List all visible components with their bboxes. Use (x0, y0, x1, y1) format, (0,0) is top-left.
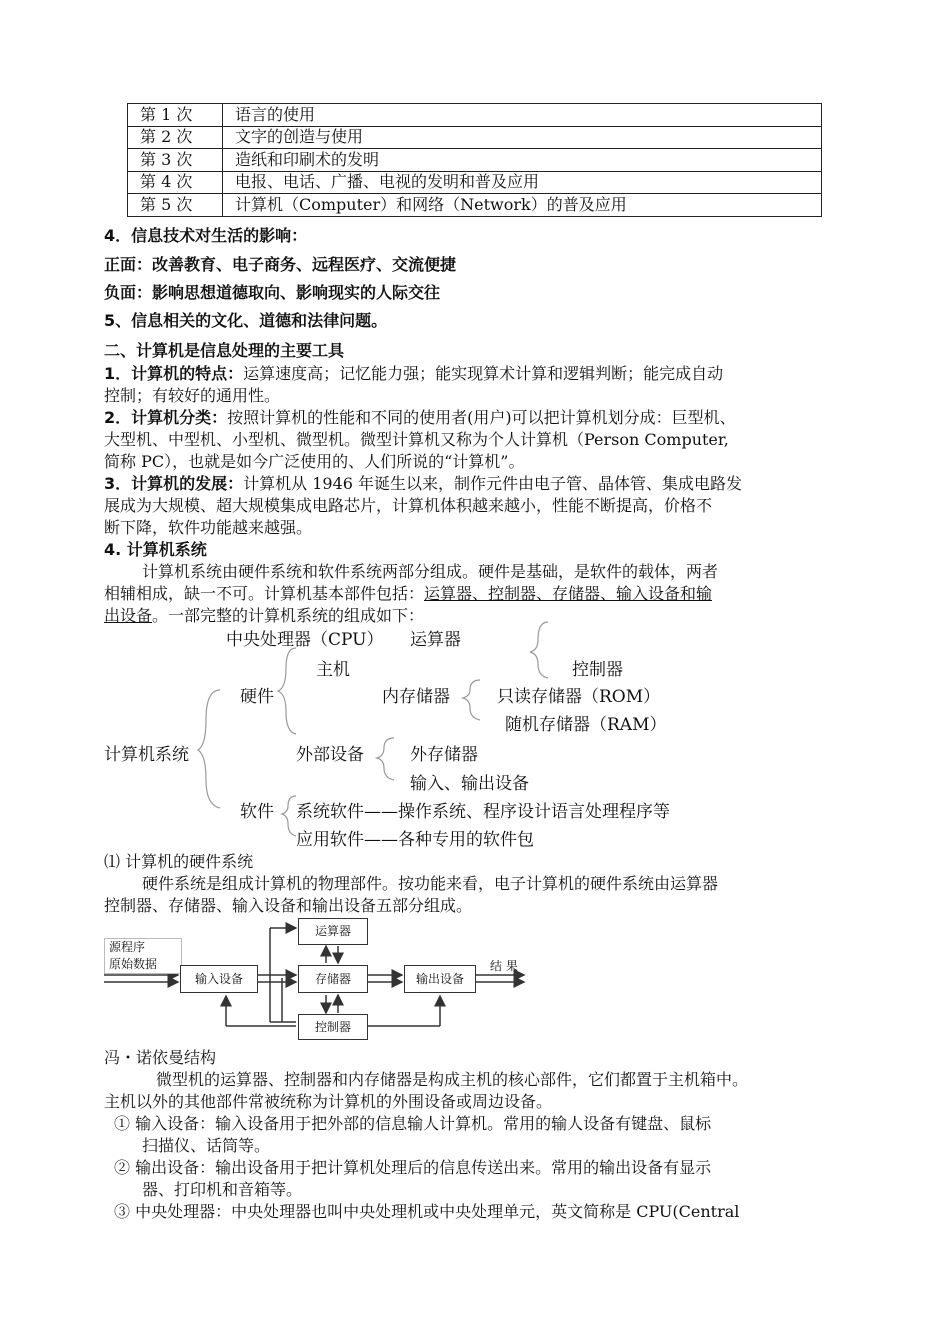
p2-label: 2．计算机分类： (104, 408, 228, 427)
table-cell-event: 计算机（Computer）和网络（Network）的普及应用 (223, 194, 822, 217)
list-item-1 (114, 1112, 711, 1135)
p1-text1: 运算速度高；记忆能力强；能实现算术计算和逻辑判断；能完成自动 (243, 364, 724, 383)
tree-control: 控制器 (572, 660, 623, 680)
list-item-2 (114, 1156, 711, 1179)
host-text1: 微型机的运算器、控制器和内存储器是构成主机的核心部件，它们都置于主机箱中。 (156, 1070, 749, 1089)
tree-peripheral: 外部设备 (296, 745, 364, 765)
p3-label: 3．计算机的发展： (104, 474, 244, 493)
list-item-3 (114, 1200, 739, 1223)
host-text2: 主机以外的其他部件常被统称为计算机的外围设备或周边设备。 (104, 1092, 553, 1111)
tree-memory: 内存储器 (382, 687, 450, 707)
tree-rom: 只读存储器（ROM） (497, 687, 661, 707)
diagram-source-1: 源程序 (109, 940, 146, 954)
impact-heading: 4．信息技术对生活的影响： (104, 226, 308, 245)
tree-hardware: 硬件 (240, 687, 274, 707)
diagram-source (104, 938, 182, 974)
list-text-2a: 输出设备：输出设备用于把计算机处理后的信息传送出来。常用的输出设备有显示 (135, 1158, 712, 1177)
impact-negative: 负面：影响思想道德取向、影响现实的人际交往 (104, 283, 441, 302)
p4-heading: 4. 计算机系统 (104, 540, 207, 559)
p3-text1: 计算机从 1946 年诞生以来，制作元件由电子管、晶体管、集成电路发 (243, 474, 743, 493)
list-text-1b: 扫描仪、话筒等。 (142, 1136, 271, 1155)
p4-text2a: 相辅相成，缺一不可。计算机基本部件包括： (104, 584, 425, 603)
p2-text1: 按照计算机的性能和不同的使用者(用户)可以把计算机划分成：巨型机、 (227, 408, 736, 427)
diagram-memory: 存储器 (298, 965, 368, 993)
table-cell-event: 电报、电话、广播、电视的发明和普及应用 (223, 171, 822, 194)
tree-storage: 外存储器 (410, 745, 478, 765)
diagram-output: 输出设备 (404, 965, 476, 993)
table-cell-order: 第 2 次 (128, 126, 223, 149)
hardware-text1: 硬件系统是组成计算机的物理部件。按功能来看，电子计算机的硬件系统由运算器 (142, 874, 719, 893)
tree-ram: 随机存储器（RAM） (505, 715, 667, 735)
tree-cpu: 中央处理器（CPU） (226, 630, 384, 650)
tree-alu: 运算器 (410, 630, 461, 650)
p1-label: 1．计算机的特点： (104, 364, 244, 383)
list-num-3: ③ (114, 1202, 131, 1221)
p2-line2: 大型机、中型机、小型机、微型机。微型计算机又称为个人计算机（Person Computer, (104, 430, 729, 449)
von-neumann-caption: 冯・诺依曼结构 (104, 1048, 217, 1067)
diagram-result: 结 果 (490, 959, 518, 973)
section2-title: 二、计算机是信息处理的主要工具 (104, 341, 345, 360)
p4-text2b: 运算器、控制器、存储器、输入设备和输 (424, 584, 713, 603)
diagram-alu: 运算器 (298, 918, 368, 945)
list-num-2: ② (114, 1158, 131, 1177)
section5-heading: 5、信息相关的文化、道德和法律问题。 (104, 311, 388, 330)
diagram-input: 输入设备 (180, 965, 258, 993)
table-cell-order: 第 5 次 (128, 194, 223, 217)
p3-line2: 展成为大规模、超大规模集成电路芯片，计算机体积越来越小，性能不断提高，价格不 (104, 496, 713, 515)
tree-software: 软件 (240, 802, 274, 822)
diagram-source-2: 原始数据 (109, 957, 158, 971)
list-num-1: ① (114, 1114, 131, 1133)
table-cell-event: 文字的创造与使用 (223, 126, 822, 149)
list-text-3a: 中央处理器：中央处理器也叫中央处理机或中央处理单元，英文简称是 CPU(Central (135, 1202, 740, 1221)
tree-syssoft: 系统软件——操作系统、程序设计语言处理程序等 (296, 802, 670, 822)
tree-host: 主机 (316, 660, 350, 680)
p4-text3a: 出设备 (104, 606, 153, 625)
table-cell-event: 造纸和印刷术的发明 (223, 149, 822, 172)
table-cell-order: 第 3 次 (128, 149, 223, 172)
p2-line3: 简称 PC），也就是如今广泛使用的、人们所说的“计算机”。 (104, 452, 525, 471)
p1-line2: 控制；有较好的通用性。 (104, 386, 281, 405)
tree-system: 计算机系统 (104, 745, 189, 765)
p3-line3: 断下降，软件功能越来越强。 (104, 518, 313, 537)
diagram-control: 控制器 (298, 1014, 368, 1040)
list-text-1a: 输入设备：输入设备用于把外部的信息输人计算机。常用的输人设备有键盘、鼠标 (135, 1114, 712, 1133)
hardware-text2: 控制器、存储器、输入设备和输出设备五部分组成。 (104, 896, 473, 915)
table-cell-order: 第 4 次 (128, 171, 223, 194)
hardware-title: ⑴ 计算机的硬件系统 (104, 852, 254, 871)
p4-text3b: 。一部完整的计算机系统的组成如下： (152, 606, 425, 625)
list-text-2b: 器、打印机和音箱等。 (142, 1180, 303, 1199)
table-cell-order: 第 1 次 (128, 104, 223, 127)
p4-line1: 计算机系统由硬件系统和软件系统两部分组成。硬件是基础，是软件的载体，两者 (142, 562, 719, 581)
tree-appsoft: 应用软件——各种专用的软件包 (296, 830, 534, 850)
impact-positive: 正面：改善教育、电子商务、远程医疗、交流便捷 (104, 255, 457, 274)
tree-io: 输入、输出设备 (410, 774, 529, 794)
table-cell-event: 语言的使用 (223, 104, 822, 127)
